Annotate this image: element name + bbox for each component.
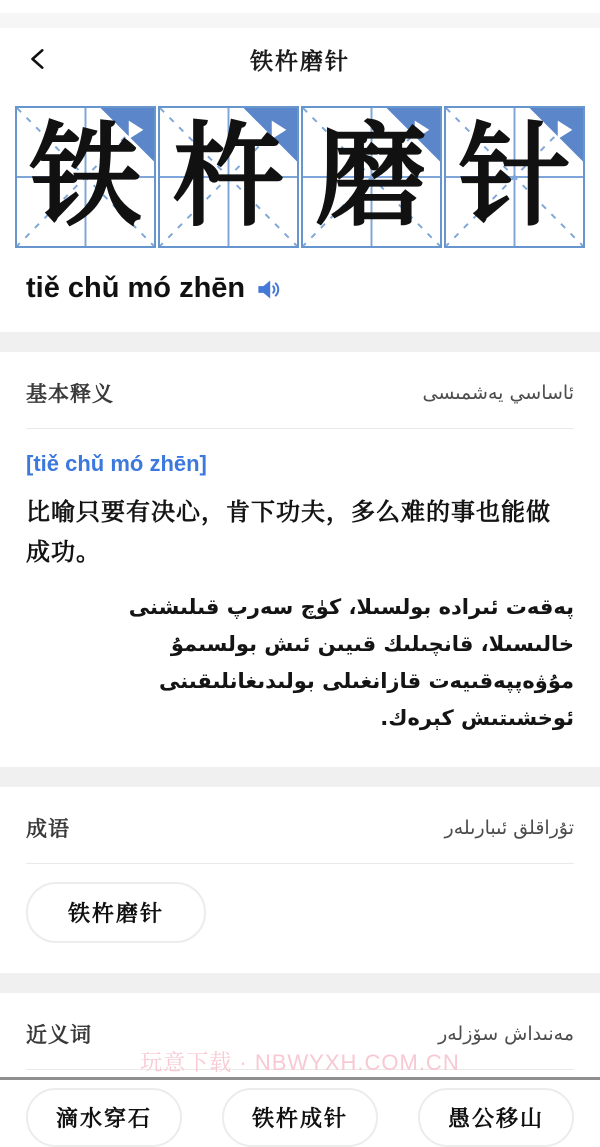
idiom-pill-row bbox=[26, 882, 574, 943]
section-divider bbox=[0, 973, 600, 993]
character-box[interactable] bbox=[301, 106, 442, 248]
definition-section-header bbox=[26, 352, 574, 429]
grid-character: 针 bbox=[458, 112, 571, 242]
section-title-zh: 成语 bbox=[26, 818, 70, 841]
stroke-practice-grid bbox=[15, 106, 585, 248]
section-title-uyghur: ئاساسي يەشمىسى bbox=[422, 382, 574, 404]
character-box[interactable] bbox=[444, 106, 585, 248]
character-box[interactable] bbox=[158, 106, 299, 248]
chevron-left-icon bbox=[26, 46, 52, 72]
character-box[interactable] bbox=[15, 106, 156, 248]
synonym-pill-row bbox=[26, 1088, 574, 1147]
section-title-zh: 基本释义 bbox=[26, 383, 114, 406]
idioms-section-header bbox=[26, 787, 574, 864]
section-title-zh: 近义词 bbox=[26, 1024, 92, 1047]
synonym-pill[interactable]: 愚公移山 bbox=[418, 1088, 574, 1147]
pinyin-bracket: [tiě chǔ mó zhēn] bbox=[26, 451, 207, 476]
section-title-uyghur: مەنىداش سۆزلەر bbox=[438, 1023, 574, 1045]
grid-character: 磨 bbox=[315, 112, 428, 242]
screen-bottom-edge bbox=[0, 1077, 600, 1080]
page-title: 铁杵磨针 bbox=[250, 47, 350, 74]
meaning-uyghur: پەقەت ئىرادە بولسىلا، كۈچ سەرپ قىلىشنى خالىسىلا، قانچىلىك قىيىن ئىش بولسىمۇ مۇۋەپپەقىيەت قازانغىلى بولىدىغانلىقىنى ئوخشىتىش كېرەك. bbox=[128, 595, 574, 730]
watermark-text: 玩意下载 · NBWYXH.COM.CN bbox=[140, 1050, 460, 1075]
meaning-chinese: 比喻只要有决心，肯下功夫，多么难的事也能做成功。 bbox=[26, 499, 551, 566]
speaker-button[interactable] bbox=[255, 276, 282, 303]
speaker-icon bbox=[255, 276, 282, 303]
navigation-header bbox=[0, 28, 600, 90]
pinyin-text: tiě chǔ mó zhēn bbox=[26, 272, 246, 304]
idioms-section bbox=[0, 787, 600, 943]
section-divider bbox=[0, 332, 600, 352]
grid-character: 铁 bbox=[29, 112, 142, 242]
idiom-pill[interactable]: 铁杵磨针 bbox=[26, 882, 206, 943]
grid-character: 杵 bbox=[172, 112, 285, 242]
pronunciation-row bbox=[26, 272, 574, 305]
synonym-pill[interactable]: 滴水穿石 bbox=[26, 1088, 182, 1147]
status-bar-strip bbox=[0, 13, 600, 28]
section-title-uyghur: تۇراقلق ئىبارىلەر bbox=[444, 817, 574, 839]
definition-section bbox=[0, 352, 600, 737]
back-button[interactable] bbox=[24, 44, 54, 74]
section-divider bbox=[0, 767, 600, 787]
synonym-pill[interactable]: 铁杵成针 bbox=[222, 1088, 378, 1147]
